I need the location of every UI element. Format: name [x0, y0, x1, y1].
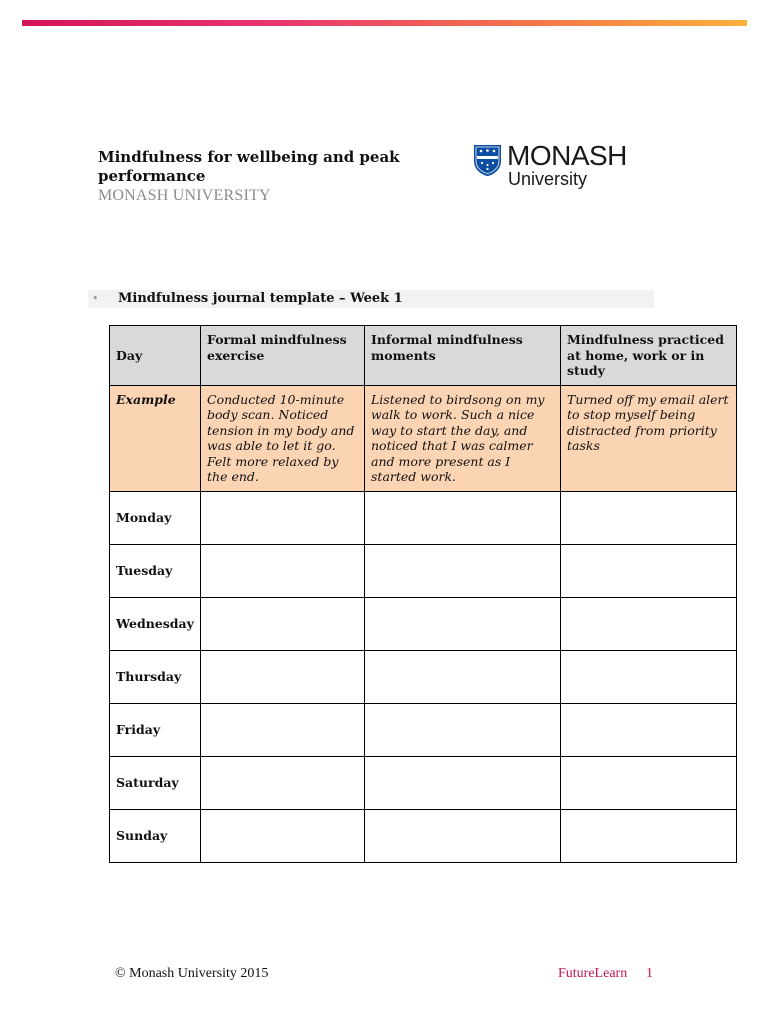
entry-cell-practiced[interactable]: [561, 703, 737, 756]
table-row: [110, 491, 737, 544]
entry-cell-informal[interactable]: [365, 756, 561, 809]
table-row: [110, 703, 737, 756]
example-practiced: Turned off my email alert to stop myself being distracted from priority tasks: [561, 385, 737, 491]
column-header-practiced: Mindfulness practiced at home, work or in study: [561, 326, 737, 386]
entry-cell-formal[interactable]: [201, 756, 365, 809]
entry-cell-formal[interactable]: [201, 650, 365, 703]
entry-cell-practiced[interactable]: [561, 491, 737, 544]
logo-subtext: University: [508, 169, 588, 189]
table-row: [110, 756, 737, 809]
entry-cell-formal[interactable]: [201, 597, 365, 650]
entry-cell-informal[interactable]: [365, 597, 561, 650]
top-gradient-bar: [22, 20, 747, 26]
day-label: Saturday: [110, 756, 201, 809]
footer-copyright: © Monash University 2015: [115, 966, 269, 981]
day-label: Tuesday: [110, 544, 201, 597]
entry-cell-formal[interactable]: [201, 491, 365, 544]
example-informal: Listened to birdsong on my walk to work. Such a nice way to start the day, and noticed that I was calmer and more present as I started work.: [365, 385, 561, 491]
document-subtitle: MONASH UNIVERSITY: [98, 187, 271, 204]
day-label: Friday: [110, 703, 201, 756]
journal-table: [109, 325, 737, 863]
example-row: [110, 385, 737, 491]
day-label: Wednesday: [110, 597, 201, 650]
column-header-informal: Informal mindfulness moments: [365, 326, 561, 386]
entry-cell-practiced[interactable]: [561, 809, 737, 862]
entry-cell-practiced[interactable]: [561, 597, 737, 650]
section-heading-text: Mindfulness journal template – Week 1: [118, 291, 403, 306]
day-label: Thursday: [110, 650, 201, 703]
column-header-day: Day: [110, 326, 201, 386]
entry-cell-informal[interactable]: [365, 703, 561, 756]
section-heading: [88, 290, 654, 308]
document-title: Mindfulness for wellbeing and peak performance: [98, 148, 400, 185]
table-row: [110, 544, 737, 597]
bullet-icon: •: [92, 292, 99, 305]
example-label: Example: [110, 385, 201, 491]
entry-cell-informal[interactable]: [365, 809, 561, 862]
entry-cell-informal[interactable]: [365, 544, 561, 597]
table-row: [110, 650, 737, 703]
example-formal: Conducted 10-minute body scan. Noticed tension in my body and was able to let it go. Felt more relaxed by the end.: [201, 385, 365, 491]
entry-cell-practiced[interactable]: [561, 544, 737, 597]
footer-page-number: 1: [646, 966, 653, 981]
footer-brand: FutureLearn: [558, 966, 628, 981]
entry-cell-formal[interactable]: [201, 703, 365, 756]
table-row: [110, 597, 737, 650]
entry-cell-formal[interactable]: [201, 809, 365, 862]
day-label: Sunday: [110, 809, 201, 862]
entry-cell-informal[interactable]: [365, 650, 561, 703]
entry-cell-practiced[interactable]: [561, 756, 737, 809]
table-row: [110, 809, 737, 862]
entry-cell-formal[interactable]: [201, 544, 365, 597]
day-label: Monday: [110, 491, 201, 544]
column-header-formal: Formal mindfulness exercise: [201, 326, 365, 386]
entry-cell-practiced[interactable]: [561, 650, 737, 703]
monash-crest-icon: [473, 144, 502, 177]
entry-cell-informal[interactable]: [365, 491, 561, 544]
logo-wordmark: MONASH: [507, 140, 627, 171]
table-header-row: [110, 326, 737, 386]
